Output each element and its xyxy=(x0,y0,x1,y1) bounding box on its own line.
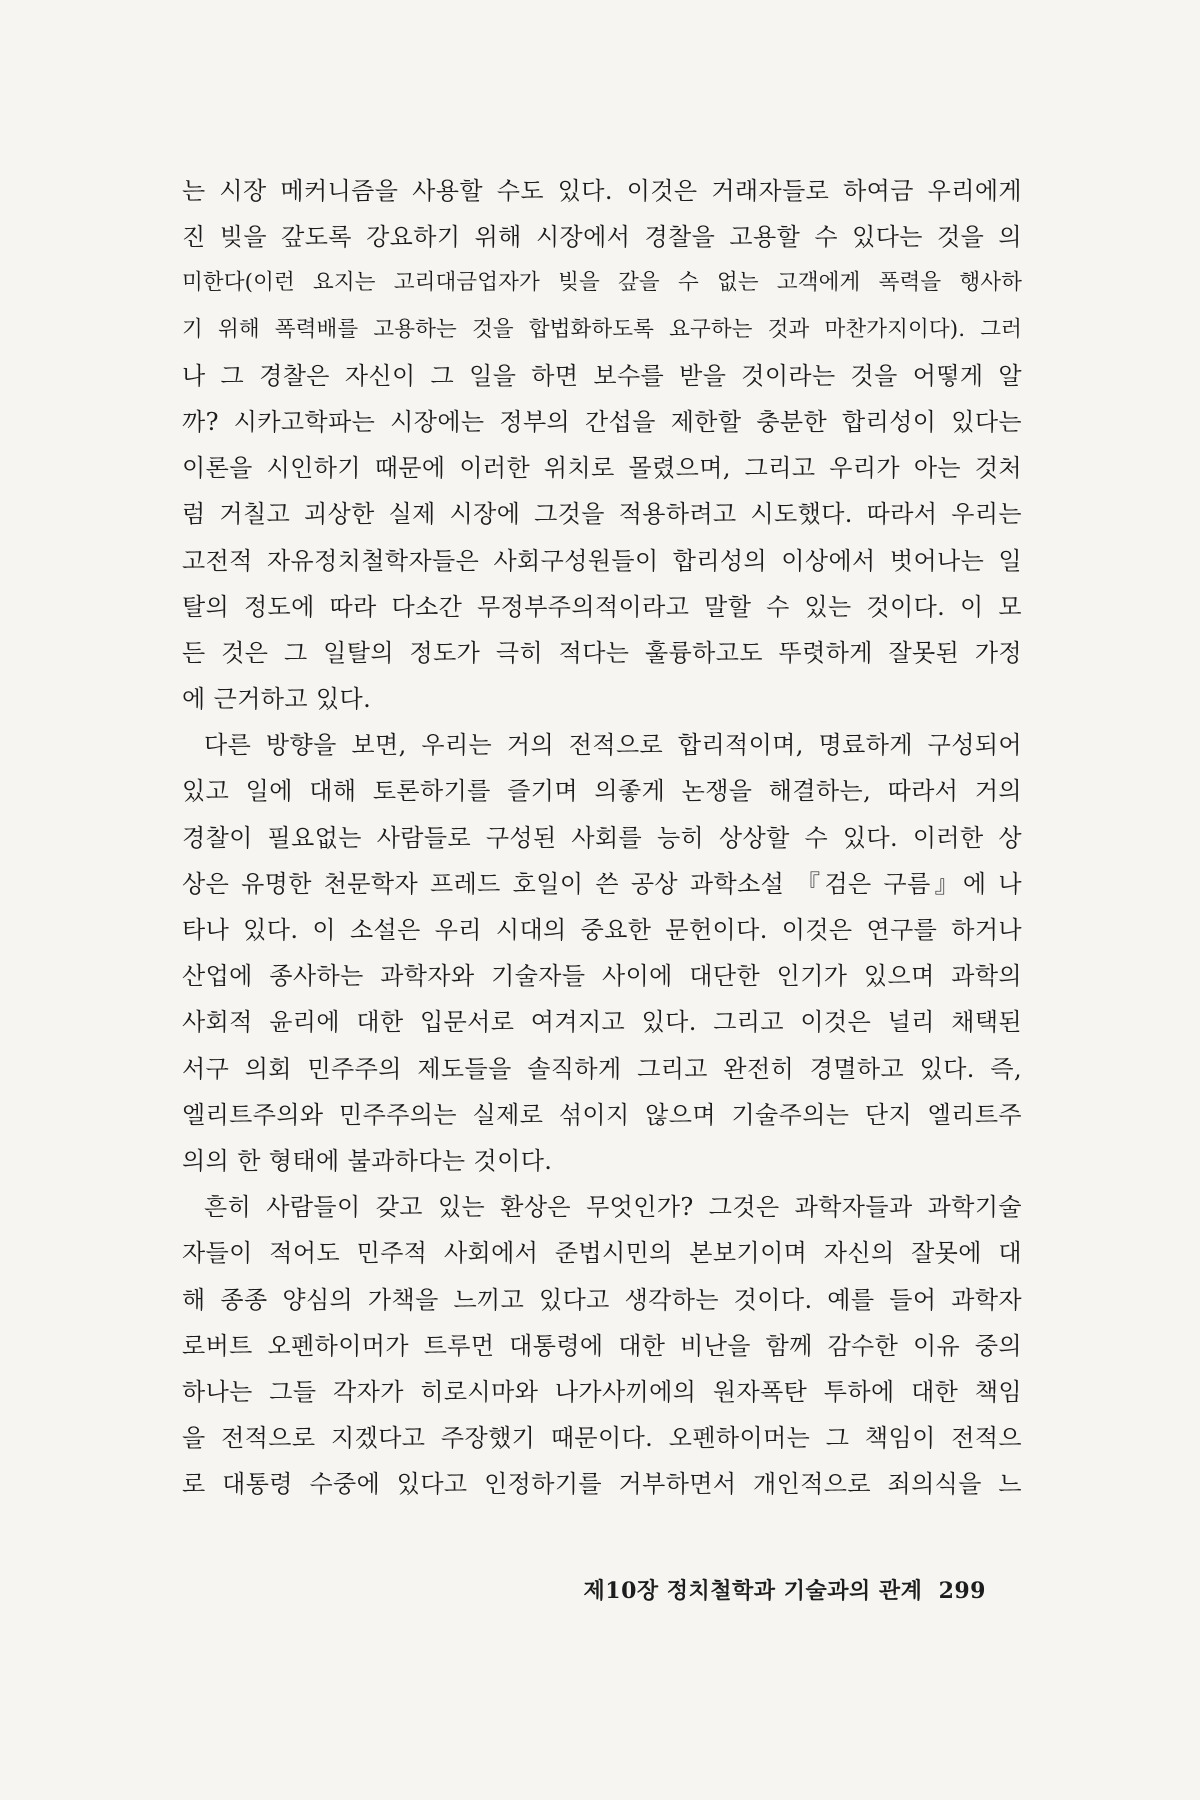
text-line: 을 전적으로 지겠다고 주장했기 때문이다. 오펜하이머는 그 책임이 전적으 xyxy=(182,1424,1022,1453)
text-line: 산업에 종사하는 과학자와 기술자들 사이에 대단한 인기가 있으며 과학의 xyxy=(182,962,1022,991)
text-line: 엘리트주의와 민주주의는 실제로 섞이지 않으며 기술주의는 단지 엘리트주 xyxy=(182,1100,1022,1129)
text-line: 하나는 그들 각자가 히로시마와 나가사끼에의 원자폭탄 투하에 대한 책임 xyxy=(182,1377,1022,1406)
text-line: 든 것은 그 일탈의 정도가 극히 적다는 훌륭하고도 뚜렷하게 잘못된 가정 xyxy=(182,638,1022,667)
text-line: 로버트 오펜하이머가 트루먼 대통령에 대한 비난을 함께 감수한 이유 중의 xyxy=(182,1331,1022,1360)
text-line: 미한다(이런 요지는 고리대금업자가 빚을 갚을 수 없는 고객에게 폭력을 행사하 xyxy=(182,270,1022,296)
text-line: 의의 한 형태에 불과하다는 것이다. xyxy=(182,1146,553,1175)
chapter-title: 제10장 정치철학과 기술과의 관계 xyxy=(583,1578,923,1604)
text-line: 이론을 시인하기 때문에 이러한 위치로 몰렸으며, 그리고 우리가 아는 것처 xyxy=(182,454,1022,483)
text-line: 해 종종 양심의 가책을 느끼고 있다고 생각하는 것이다. 예를 들어 과학자 xyxy=(182,1285,1022,1314)
text-line: 고전적 자유정치철학자들은 사회구성원들이 합리성의 이상에서 벗어나는 일 xyxy=(182,546,1022,575)
text-line: 자들이 적어도 민주적 사회에서 준법시민의 본보기이며 자신의 잘못에 대 xyxy=(182,1239,1022,1268)
text-line: 까? 시카고학파는 시장에는 정부의 간섭을 제한할 충분한 합리성이 있다는 xyxy=(182,407,1022,436)
text-line: 진 빚을 갚도록 강요하기 위해 시장에서 경찰을 고용할 수 있다는 것을 의 xyxy=(182,223,1022,252)
text-line: 서구 의회 민주주의 제도들을 솔직하게 그리고 완전히 경멸하고 있다. 즉, xyxy=(182,1054,1022,1083)
text-line: 에 근거하고 있다. xyxy=(182,685,372,714)
body-text xyxy=(182,168,1022,1507)
text-line: 기 위해 폭력배를 고용하는 것을 합법화하도록 요구하는 것과 마찬가지이다). 그러 xyxy=(182,316,1022,342)
text-line: 로 대통령 수중에 있다고 인정하기를 거부하면서 개인적으로 죄의식을 느 xyxy=(182,1470,1022,1499)
text-line: 럼 거칠고 괴상한 실제 시장에 그것을 적용하려고 시도했다. 따라서 우리는 xyxy=(182,500,1022,529)
text-line: 상은 유명한 천문학자 프레드 호일이 쓴 공상 과학소설 『검은 구름』에 나 xyxy=(182,869,1022,898)
paragraph-start-line: 흔히 사람들이 갖고 있는 환상은 무엇인가? 그것은 과학자들과 과학기술 xyxy=(204,1193,1022,1222)
text-line: 있고 일에 대해 토론하기를 즐기며 의좋게 논쟁을 해결하는, 따라서 거의 xyxy=(182,777,1022,806)
text-line: 는 시장 메커니즘을 사용할 수도 있다. 이것은 거래자들로 하여금 우리에게 xyxy=(182,177,1022,205)
page-footer xyxy=(584,1574,986,1605)
paragraph-start-line: 다른 방향을 보면, 우리는 거의 전적으로 합리적이며, 명료하게 구성되어 xyxy=(204,731,1022,760)
text-line: 나 그 경찰은 자신이 그 일을 하면 보수를 받을 것이라는 것을 어떻게 알 xyxy=(182,361,1022,390)
text-line: 타나 있다. 이 소설은 우리 시대의 중요한 문헌이다. 이것은 연구를 하거나 xyxy=(182,916,1022,944)
text-line: 경찰이 필요없는 사람들로 구성된 사회를 능히 상상할 수 있다. 이러한 상 xyxy=(182,823,1022,852)
text-line: 탈의 정도에 따라 다소간 무정부주의적이라고 말할 수 있는 것이다. 이 모 xyxy=(182,592,1022,621)
page-number: 299 xyxy=(938,1578,986,1604)
text-line: 사회적 윤리에 대한 입문서로 여겨지고 있다. 그리고 이것은 널리 채택된 xyxy=(182,1008,1022,1037)
